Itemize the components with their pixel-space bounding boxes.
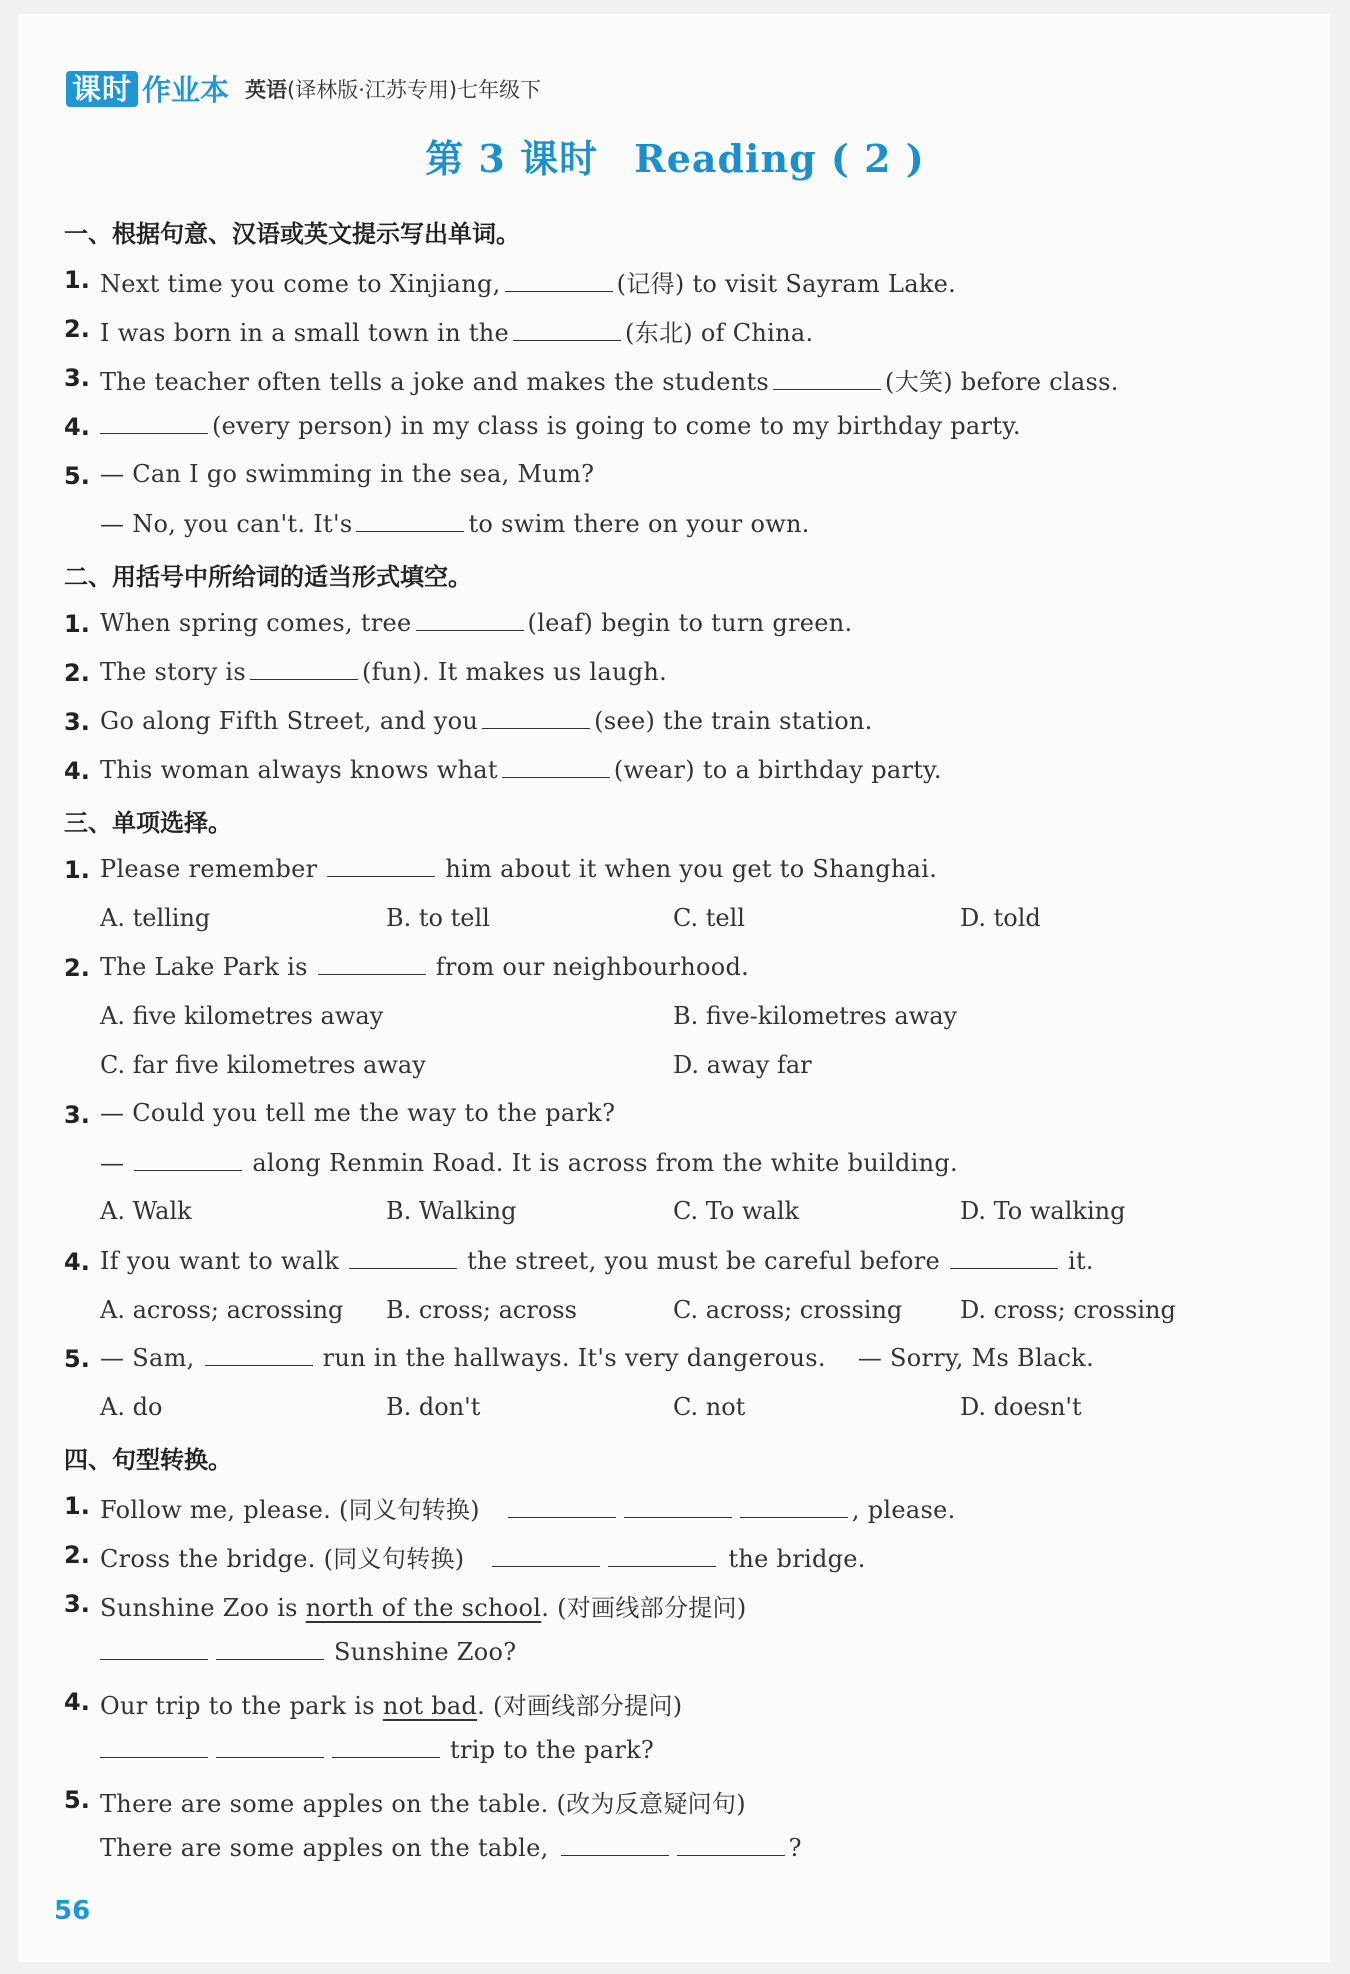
book-title: 英语(译林版·江苏专用)七年级下 — [245, 77, 542, 102]
option-c[interactable]: C. To walk — [673, 1197, 800, 1225]
question-number: 5. — [64, 1786, 90, 1814]
s4-q4-answer: trip to the park? — [100, 1735, 654, 1764]
option-d[interactable]: D. To walking — [960, 1197, 1126, 1225]
option-d[interactable]: D. cross; crossing — [960, 1296, 1176, 1324]
answer-blank[interactable] — [677, 1833, 785, 1856]
s1-q5-reply: — No, you can't. It's to swim there on your own. — [100, 510, 810, 538]
s4-q5: There are some apples on the table. (改为反意疑问句) — [100, 1790, 746, 1818]
answer-blank[interactable] — [508, 1495, 616, 1518]
s3-q4: If you want to walk the street, you must be careful before it. — [100, 1247, 1094, 1275]
answer-blank[interactable] — [318, 952, 426, 975]
s1-q3: The teacher often tells a joke and makes the students (大笑) before class. — [100, 368, 1119, 396]
answer-blank[interactable] — [100, 411, 208, 434]
section-1-heading: 一、根据句意、汉语或英文提示写出单词。 — [64, 220, 520, 248]
option-c[interactable]: C. far five kilometres away — [100, 1051, 426, 1079]
s4-q1: Follow me, please. (同义句转换) , please. — [100, 1496, 956, 1524]
question-number: 4. — [64, 757, 90, 785]
s4-q3-answer: Sunshine Zoo? — [100, 1637, 516, 1666]
s1-q1: Next time you come to Xinjiang, (记得) to visit Sayram Lake. — [100, 270, 957, 298]
s4-q4: Our trip to the park is not bad. (对画线部分提问) — [100, 1692, 683, 1720]
answer-blank[interactable] — [205, 1343, 313, 1366]
answer-blank[interactable] — [327, 854, 435, 877]
question-number: 4. — [64, 1688, 90, 1716]
option-a[interactable]: A. do — [100, 1393, 163, 1421]
page-number: 56 — [54, 1896, 91, 1926]
underlined-phrase: not bad — [382, 1692, 478, 1720]
section-2-heading: 二、用括号中所给词的适当形式填空。 — [64, 563, 472, 591]
question-number: 2. — [64, 659, 90, 687]
s4-q2: Cross the bridge. (同义句转换) the bridge. — [100, 1545, 866, 1573]
answer-blank[interactable] — [773, 367, 881, 390]
question-number: 2. — [64, 1541, 90, 1569]
answer-blank[interactable] — [356, 509, 464, 532]
answer-blank[interactable] — [513, 318, 621, 341]
book-header — [66, 68, 541, 109]
answer-blank[interactable] — [502, 755, 610, 778]
answer-blank[interactable] — [332, 1735, 440, 1758]
s3-q3-prompt: — Could you tell me the way to the park? — [100, 1099, 616, 1127]
option-d[interactable]: D. doesn't — [960, 1393, 1082, 1421]
s1-q4: (every person) in my class is going to come to my birthday party. — [100, 411, 1021, 440]
answer-blank[interactable] — [250, 657, 358, 680]
logo-box: 课时 — [66, 71, 138, 107]
answer-blank[interactable] — [349, 1246, 457, 1269]
section-4-heading: 四、句型转换。 — [64, 1446, 232, 1474]
s4-q3: Sunshine Zoo is north of the school. (对画线部分提问) — [100, 1594, 747, 1622]
question-number: 5. — [64, 462, 90, 490]
option-a[interactable]: A. five kilometres away — [100, 1002, 384, 1030]
s2-q1: When spring comes, tree (leaf) begin to turn green. — [100, 609, 853, 637]
option-b[interactable]: B. Walking — [386, 1197, 517, 1225]
option-c[interactable]: C. across; crossing — [673, 1296, 903, 1324]
option-a[interactable]: A. across; acrossing — [100, 1296, 344, 1324]
question-number: 5. — [64, 1345, 90, 1373]
lesson-title: 第 3 课时 Reading ( 2 ) — [425, 136, 925, 181]
option-c[interactable]: C. tell — [673, 904, 745, 932]
option-b[interactable]: B. to tell — [386, 904, 490, 932]
answer-blank[interactable] — [216, 1637, 324, 1660]
s3-q2: The Lake Park is from our neighbourhood. — [100, 953, 750, 981]
question-number: 4. — [64, 1248, 90, 1276]
s1-q2: I was born in a small town in the (东北) of China. — [100, 319, 814, 347]
question-number: 3. — [64, 1101, 90, 1129]
question-number: 1. — [64, 266, 90, 294]
option-c[interactable]: C. not — [673, 1393, 746, 1421]
option-a[interactable]: A. telling — [100, 904, 211, 932]
answer-blank[interactable] — [492, 1544, 600, 1567]
option-b[interactable]: B. five-kilometres away — [673, 1002, 958, 1030]
question-number: 3. — [64, 364, 90, 392]
s4-q5-answer: There are some apples on the table, ? — [100, 1834, 802, 1862]
answer-blank[interactable] — [416, 608, 524, 631]
question-number: 3. — [64, 708, 90, 736]
section-3-heading: 三、单项选择。 — [64, 809, 232, 837]
answer-blank[interactable] — [624, 1495, 732, 1518]
s3-q1: Please remember him about it when you get to Shanghai. — [100, 855, 938, 883]
option-b[interactable]: B. cross; across — [386, 1296, 577, 1324]
question-number: 2. — [64, 315, 90, 343]
option-b[interactable]: B. don't — [386, 1393, 481, 1421]
underlined-phrase: north of the school — [305, 1594, 542, 1622]
option-d[interactable]: D. away far — [673, 1051, 812, 1079]
question-number: 4. — [64, 413, 90, 441]
s1-q5-prompt: — Can I go swimming in the sea, Mum? — [100, 460, 595, 488]
question-number: 1. — [64, 856, 90, 884]
logo-text: 作业本 — [142, 73, 230, 107]
answer-blank[interactable] — [100, 1735, 208, 1758]
answer-blank[interactable] — [482, 706, 590, 729]
answer-blank[interactable] — [950, 1246, 1058, 1269]
answer-blank[interactable] — [740, 1495, 848, 1518]
question-number: 3. — [64, 1590, 90, 1618]
option-d[interactable]: D. told — [960, 904, 1041, 932]
s3-q5: — Sam, run in the hallways. It's very dangerous. — Sorry, Ms Black. — [100, 1344, 1095, 1372]
worksheet-page — [18, 14, 1330, 1962]
question-number: 1. — [64, 1492, 90, 1520]
s2-q4: This woman always knows what (wear) to a birthday party. — [100, 756, 942, 784]
question-number: 1. — [64, 610, 90, 638]
question-number: 2. — [64, 954, 90, 982]
s2-q3: Go along Fifth Street, and you (see) the train station. — [100, 707, 873, 735]
s2-q2: The story is (fun). It makes us laugh. — [100, 658, 668, 686]
answer-blank[interactable] — [134, 1148, 242, 1171]
answer-blank[interactable] — [100, 1637, 208, 1660]
answer-blank[interactable] — [561, 1833, 669, 1856]
answer-blank[interactable] — [608, 1544, 716, 1567]
answer-blank[interactable] — [505, 269, 613, 292]
answer-blank[interactable] — [216, 1735, 324, 1758]
s3-q3-reply: — along Renmin Road. It is across from the white building. — [100, 1149, 958, 1177]
option-a[interactable]: A. Walk — [100, 1197, 192, 1225]
